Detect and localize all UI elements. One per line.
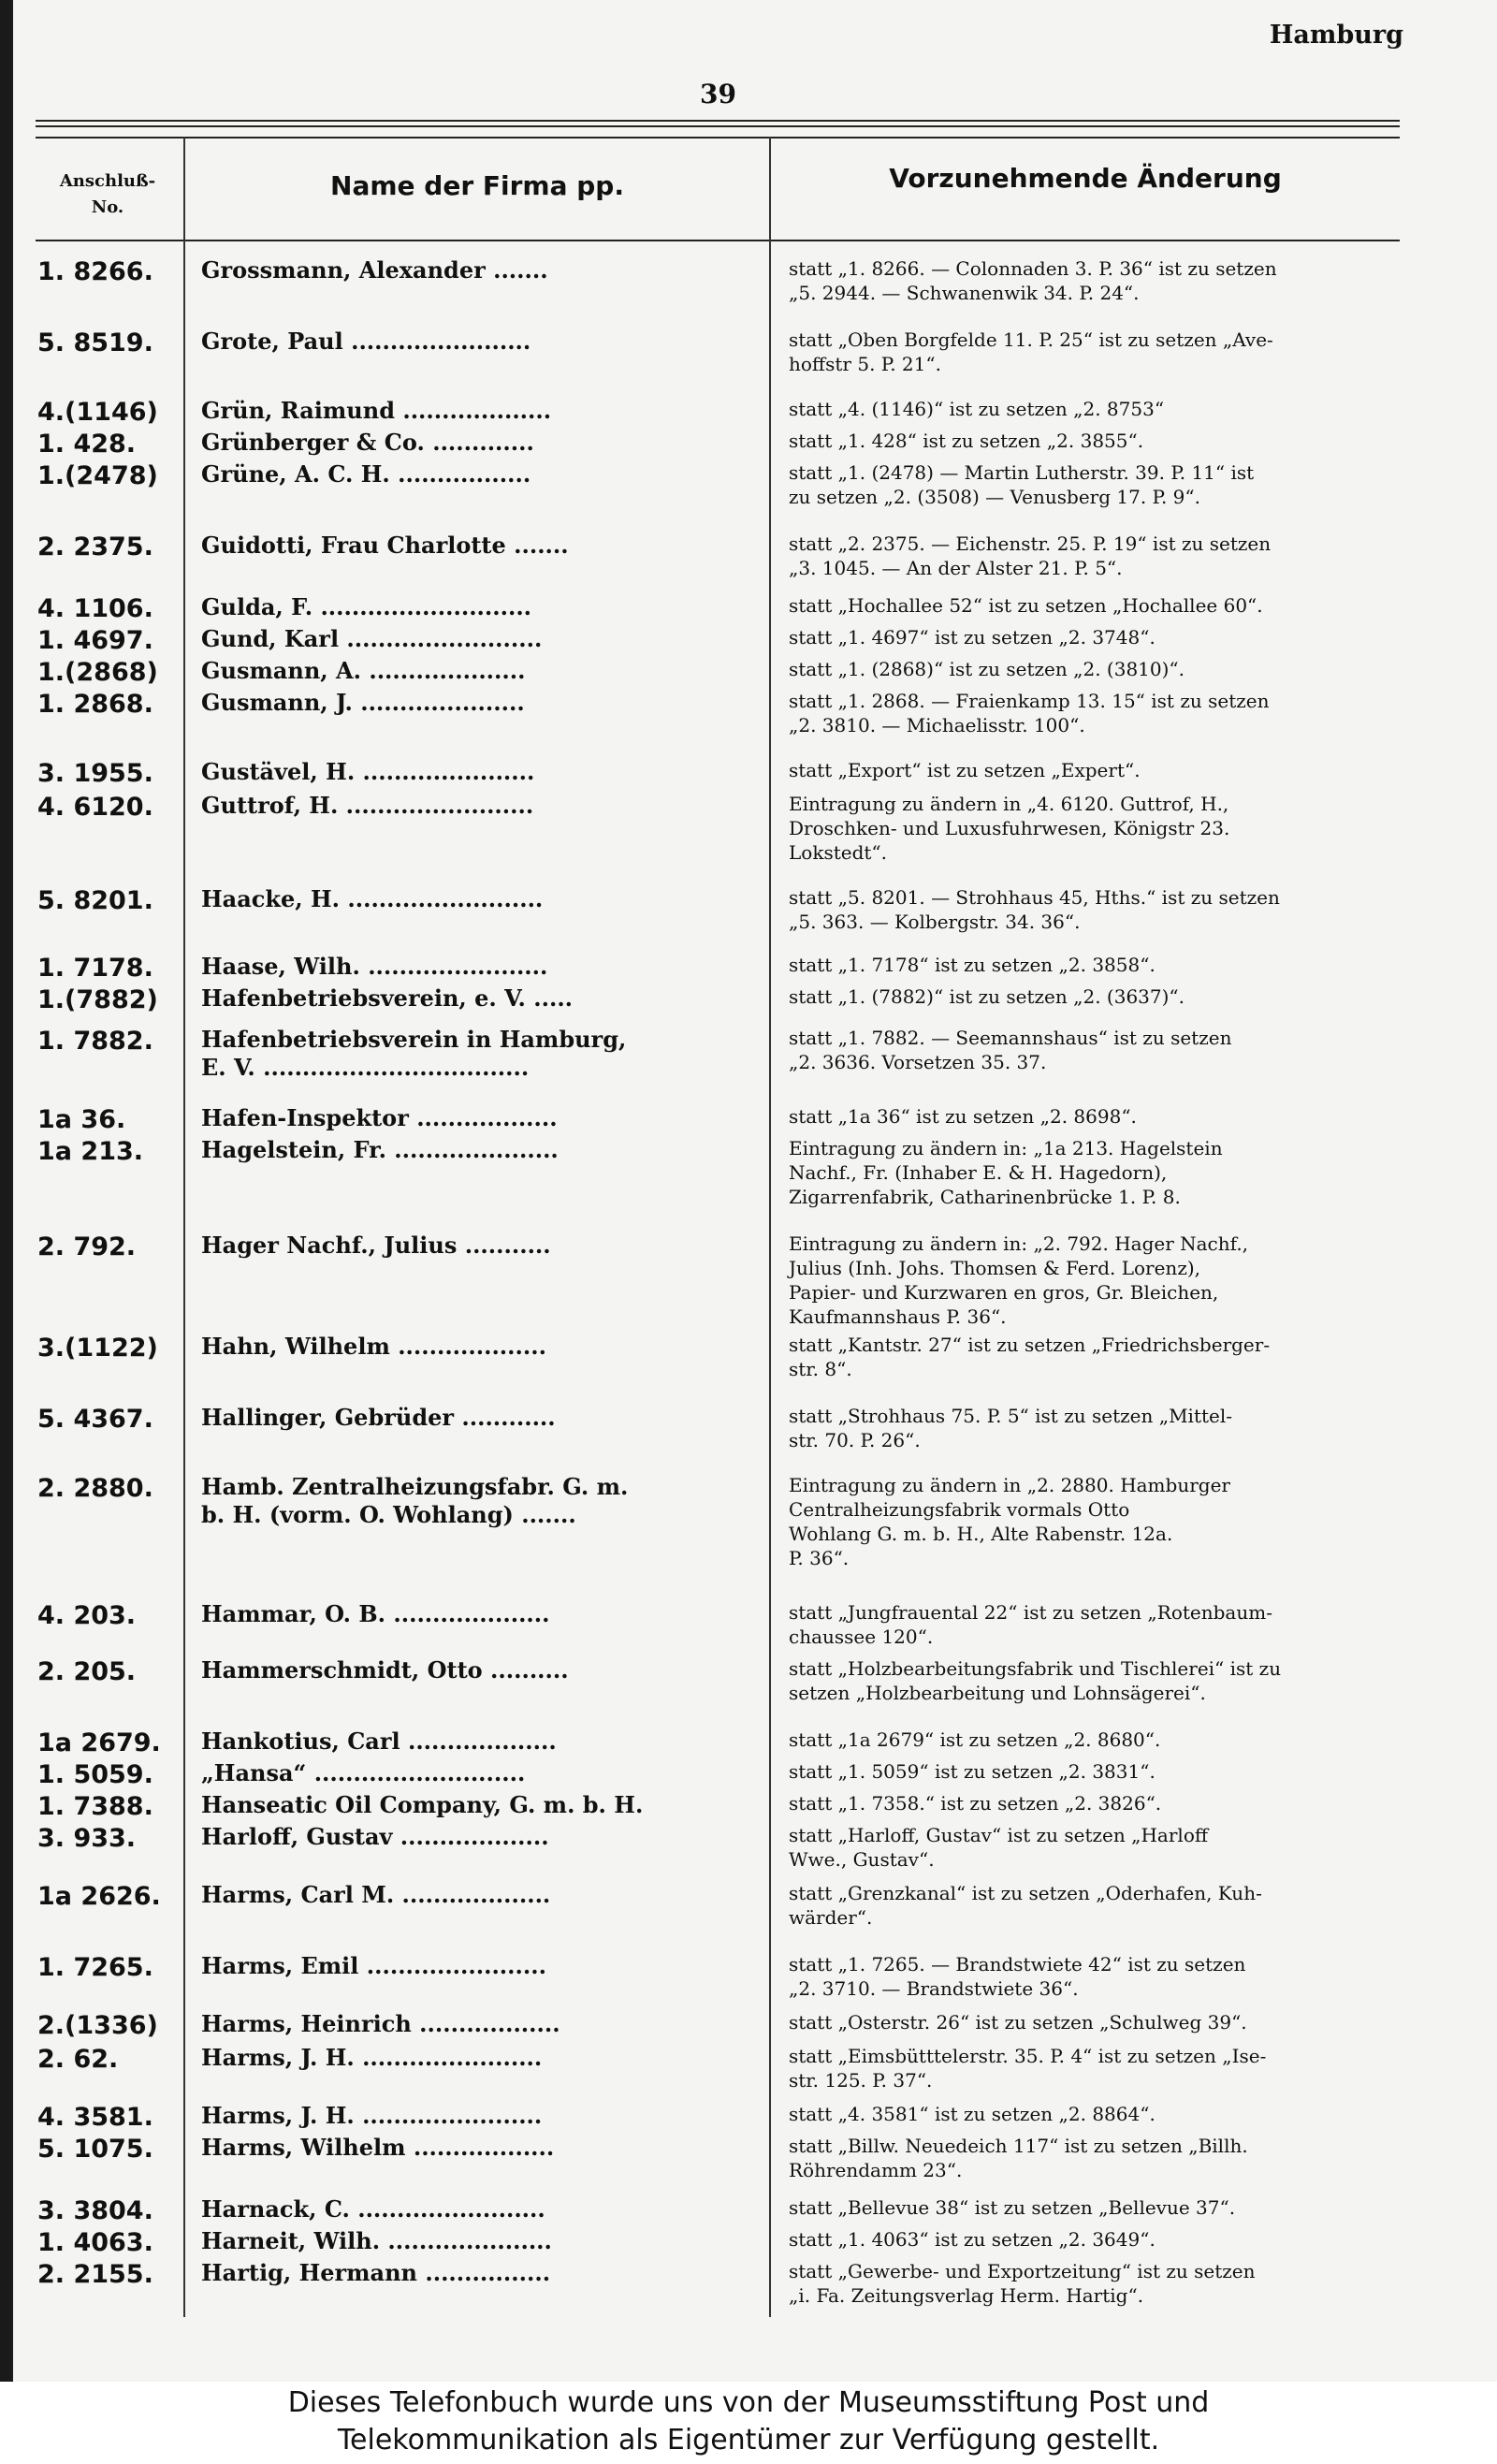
column-header-firma: Name der Firma pp. [330,170,624,201]
entry-firm-name: Gund, Karl ......................... [201,625,543,652]
entry-firm-name: Hartig, Hermann ................ [201,2259,551,2286]
entry-firm-name: Harms, Carl M. ................... [201,1881,551,1908]
entry-firm-name: Hafen-Inspektor .................. [201,1104,558,1131]
entry-change: statt „Osterstr. 26“ ist zu setzen „Schulweg 39“. [789,2011,1247,2034]
entry-firm-name: Grote, Paul ....................... [201,328,531,355]
entry-change: statt „Gewerbe- und Exportzeitung“ ist zu setzen „i. Fa. Zeitungsverlag Herm. Hartig“. [789,2260,1256,2307]
entry-firm-name: Gustävel, H. ...................... [201,758,535,785]
entry-firm-name: Hahn, Wilhelm ................... [201,1333,546,1360]
entry-change: Eintragung zu ändern in: „1a 213. Hagelstein Nachf., Fr. (Inhaber E. & H. Hagedorn), Zigarrenfabrik, Catharinenbrücke 1. P. 8. [789,1137,1223,1208]
entry-number: 2. 792. [37,1232,137,1261]
entry-change: statt „1. 4063“ ist zu setzen „2. 3649“. [789,2228,1155,2251]
entry-change: statt „Bellevue 38“ ist zu setzen „Bellevue 37“. [789,2196,1236,2219]
entry-number: 1a 213. [37,1137,144,1166]
entry-change: statt „1. 7178“ ist zu setzen „2. 3858“. [789,954,1155,976]
entry-firm-name: Harms, J. H. ....................... [201,2102,543,2129]
entry-number: 5. 8519. [37,328,153,357]
entry-number: 1. 4063. [37,2228,153,2257]
entry-number: 1. 5059. [37,1760,153,1789]
footer-note: Dieses Telefonbuch wurde uns von der Museumsstiftung Post und Telekommunikation als Eigentümer zur Verfügung gestellt. [287,2386,1210,2457]
entry-number: 2.(1336) [37,2011,158,2040]
entry-firm-name: Harms, Emil ....................... [201,1952,546,1979]
entry-change: statt „Kantstr. 27“ ist zu setzen „Friedrichsberger- str. 8“. [789,1334,1271,1380]
entry-firm-name: „Hansa“ ........................... [201,1759,526,1786]
entry-firm-name: Hagelstein, Fr. ..................... [201,1136,559,1163]
entry-number: 1.(2478) [37,461,158,490]
page-edge [0,0,13,2382]
entry-change: statt „Holzbearbeitungsfabrik und Tischlerei“ ist zu setzen „Holzbearbeitung und Lohnsägerei“. [789,1657,1282,1704]
entry-number: 3. 3804. [37,2196,153,2225]
entry-number: 1. 7265. [37,1953,153,1982]
header-top-rule [36,137,1400,139]
entry-number: 3. 933. [37,1824,137,1853]
entry-number: 2. 2880. [37,1474,153,1503]
entry-change: statt „2. 2375. — Eichenstr. 25. P. 19“ ist zu setzen „3. 1045. — An der Alster 21. P. 5“. [789,532,1272,579]
entry-firm-name: Hallinger, Gebrüder ............ [201,1404,556,1431]
entry-firm-name: Harnack, C. ........................ [201,2195,545,2223]
top-rule-double [36,125,1400,127]
entry-firm-name: Harms, J. H. ....................... [201,2044,543,2071]
entry-change: statt „1. 7882. — Seemannshaus“ ist zu setzen „2. 3636. Vorsetzen 35. 37. [789,1027,1232,1073]
entry-firm-name: Hanseatic Oil Company, G. m. b. H. [201,1791,644,1818]
entry-number: 2. 2375. [37,532,153,561]
entry-firm-name: Gusmann, A. .................... [201,657,526,684]
entry-change: statt „5. 8201. — Strohhaus 45, Hths.“ ist zu setzen „5. 363. — Kolbergstr. 34. 36“. [789,886,1280,933]
entry-change: statt „Hochallee 52“ ist zu setzen „Hochallee 60“. [789,594,1263,617]
entry-change: statt „Oben Borgfelde 11. P. 25“ ist zu setzen „Ave- hoffstr 5. P. 21“. [789,328,1273,375]
entry-change: statt „1. 5059“ ist zu setzen „2. 3831“. [789,1760,1155,1783]
entry-firm-name: Gulda, F. ........................... [201,593,532,620]
entry-number: 1. 7388. [37,1792,153,1821]
entry-number: 1a 36. [37,1105,126,1134]
entry-number: 1. 8266. [37,257,153,286]
entry-number: 1a 2626. [37,1882,161,1911]
entry-number: 4. 6120. [37,793,153,822]
entry-firm-name: Hamb. Zentralheizungsfabr. G. m. b. H. (vorm. O. Wohlang) ....... [201,1473,629,1528]
entry-change: statt „Eimsbütttelerstr. 35. P. 4“ ist zu setzen „Ise- str. 125. P. 37“. [789,2045,1267,2092]
entry-firm-name: Hafenbetriebsverein in Hamburg, E. V. .................................. [201,1026,627,1081]
entry-change: statt „Billw. Neuedeich 117“ ist zu setzen „Billh. Röhrendamm 23“. [789,2135,1248,2181]
entry-change: Eintragung zu ändern in: „2. 792. Hager Nachf., Julius (Inh. Johs. Thomsen & Ferd. Lorenz), Papier- und Kurzwaren en gros, Gr. Bleichen, Kaufmannshaus P. 36“. [789,1232,1249,1328]
entry-change: statt „1. (2478) — Martin Lutherstr. 39. P. 11“ ist zu setzen „2. (3508) — Venusberg 17. P. 9“. [789,461,1255,508]
entry-number: 3. 1955. [37,759,153,788]
entry-number: 1a 2679. [37,1728,161,1757]
entry-firm-name: Grünberger & Co. ............. [201,429,534,456]
entry-number: 4. 3581. [37,2103,153,2132]
entry-change: statt „Export“ ist zu setzen „Expert“. [789,759,1141,781]
entry-number: 1. 428. [37,430,137,459]
entry-change: Eintragung zu ändern in „4. 6120. Guttrof, H., Droschken- und Luxusfuhrwesen, Königstr 23. Lokstedt“. [789,793,1230,864]
entry-change: statt „Jungfrauental 22“ ist zu setzen „Rotenbaum- chaussee 120“. [789,1601,1272,1648]
entry-change: statt „Strohhaus 75. P. 5“ ist zu setzen „Mittel- str. 70. P. 26“. [789,1405,1233,1451]
column-header-nr: Anschluß- No. [59,171,156,217]
column-header-change: Vorzunehmende Änderung [889,163,1282,194]
entry-firm-name: Haase, Wilh. ....................... [201,953,548,980]
page-number: 39 [700,79,736,109]
entry-firm-name: Hafenbetriebsverein, e. V. ..... [201,984,574,1012]
header-bottom-rule [36,240,1400,241]
entry-change: statt „1. 428“ ist zu setzen „2. 3855“. [789,430,1144,452]
entry-number: 1.(7882) [37,985,158,1014]
entry-change: statt „1. 4697“ ist zu setzen „2. 3748“. [789,626,1155,649]
entry-firm-name: Hankotius, Carl ................... [201,1728,557,1755]
entry-change: Eintragung zu ändern in „2. 2880. Hamburger Centralheizungsfabrik vormals Otto Wohlang G. m. b. H., Alte Rabenstr. 12a. P. 36“. [789,1474,1230,1569]
entry-number: 2. 2155. [37,2260,153,2289]
entry-firm-name: Haacke, H. ......................... [201,885,544,912]
entry-number: 5. 8201. [37,886,153,915]
entry-number: 1. 7882. [37,1027,153,1056]
entry-firm-name: Hammerschmidt, Otto .......... [201,1656,569,1684]
entry-change: statt „4. (1146)“ ist zu setzen „2. 8753“ [789,398,1165,420]
entry-number: 1. 7178. [37,954,153,983]
entry-number: 3.(1122) [37,1334,158,1363]
entry-number: 1. 2868. [37,690,153,719]
entry-number: 4.(1146) [37,398,158,427]
entry-number: 1.(2868) [37,658,158,687]
entry-change: statt „1. 2868. — Fraienkamp 13. 15“ ist zu setzen „2. 3810. — Michaelisstr. 100“. [789,690,1270,736]
entry-firm-name: Harloff, Gustav ................... [201,1823,549,1850]
entry-number: 1. 4697. [37,626,153,655]
entry-firm-name: Gusmann, J. ..................... [201,689,525,716]
entry-number: 5. 4367. [37,1405,153,1434]
city-heading: Hamburg [1269,21,1403,50]
entry-number: 5. 1075. [37,2135,153,2164]
entry-number: 4. 1106. [37,594,153,623]
entry-firm-name: Guidotti, Frau Charlotte ....... [201,532,569,559]
entry-firm-name: Guttrof, H. ........................ [201,792,534,819]
entry-change: statt „1. 7358.“ ist zu setzen „2. 3826“. [789,1792,1162,1815]
entry-change: statt „4. 3581“ ist zu setzen „2. 8864“. [789,2103,1155,2125]
entry-firm-name: Harms, Heinrich .................. [201,2010,560,2037]
entry-firm-name: Harms, Wilhelm .................. [201,2134,555,2161]
entry-number: 2. 62. [37,2045,119,2074]
entry-change: statt „1. (7882)“ ist zu setzen „2. (3637)“. [789,985,1185,1008]
entry-change: statt „1a 36“ ist zu setzen „2. 8698“. [789,1105,1137,1128]
top-rule [36,120,1400,122]
entry-firm-name: Hager Nachf., Julius ........... [201,1232,551,1259]
entry-change: statt „Grenzkanal“ ist zu setzen „Oderhafen, Kuh- wärder“. [789,1882,1262,1929]
entry-number: 4. 203. [37,1601,137,1630]
entry-change: statt „1a 2679“ ist zu setzen „2. 8680“. [789,1728,1161,1751]
entry-change: statt „1. (2868)“ ist zu setzen „2. (3810)“. [789,658,1185,680]
entry-change: statt „Harloff, Gustav“ ist zu setzen „Harloff Wwe., Gustav“. [789,1824,1209,1871]
entry-firm-name: Grün, Raimund ................... [201,397,552,424]
entry-firm-name: Hammar, O. B. .................... [201,1600,550,1627]
entry-firm-name: Grossmann, Alexander ....... [201,256,548,284]
entry-change: statt „1. 8266. — Colonnaden 3. P. 36“ ist zu setzen „5. 2944. — Schwanenwik 34. P. 24“. [789,257,1277,304]
entry-firm-name: Grüne, A. C. H. ................. [201,460,531,488]
entry-firm-name: Harneit, Wilh. ..................... [201,2227,552,2254]
entry-change: statt „1. 7265. — Brandstwiete 42“ ist zu setzen „2. 3710. — Brandstwiete 36“. [789,1953,1246,2000]
entry-number: 2. 205. [37,1657,137,1686]
